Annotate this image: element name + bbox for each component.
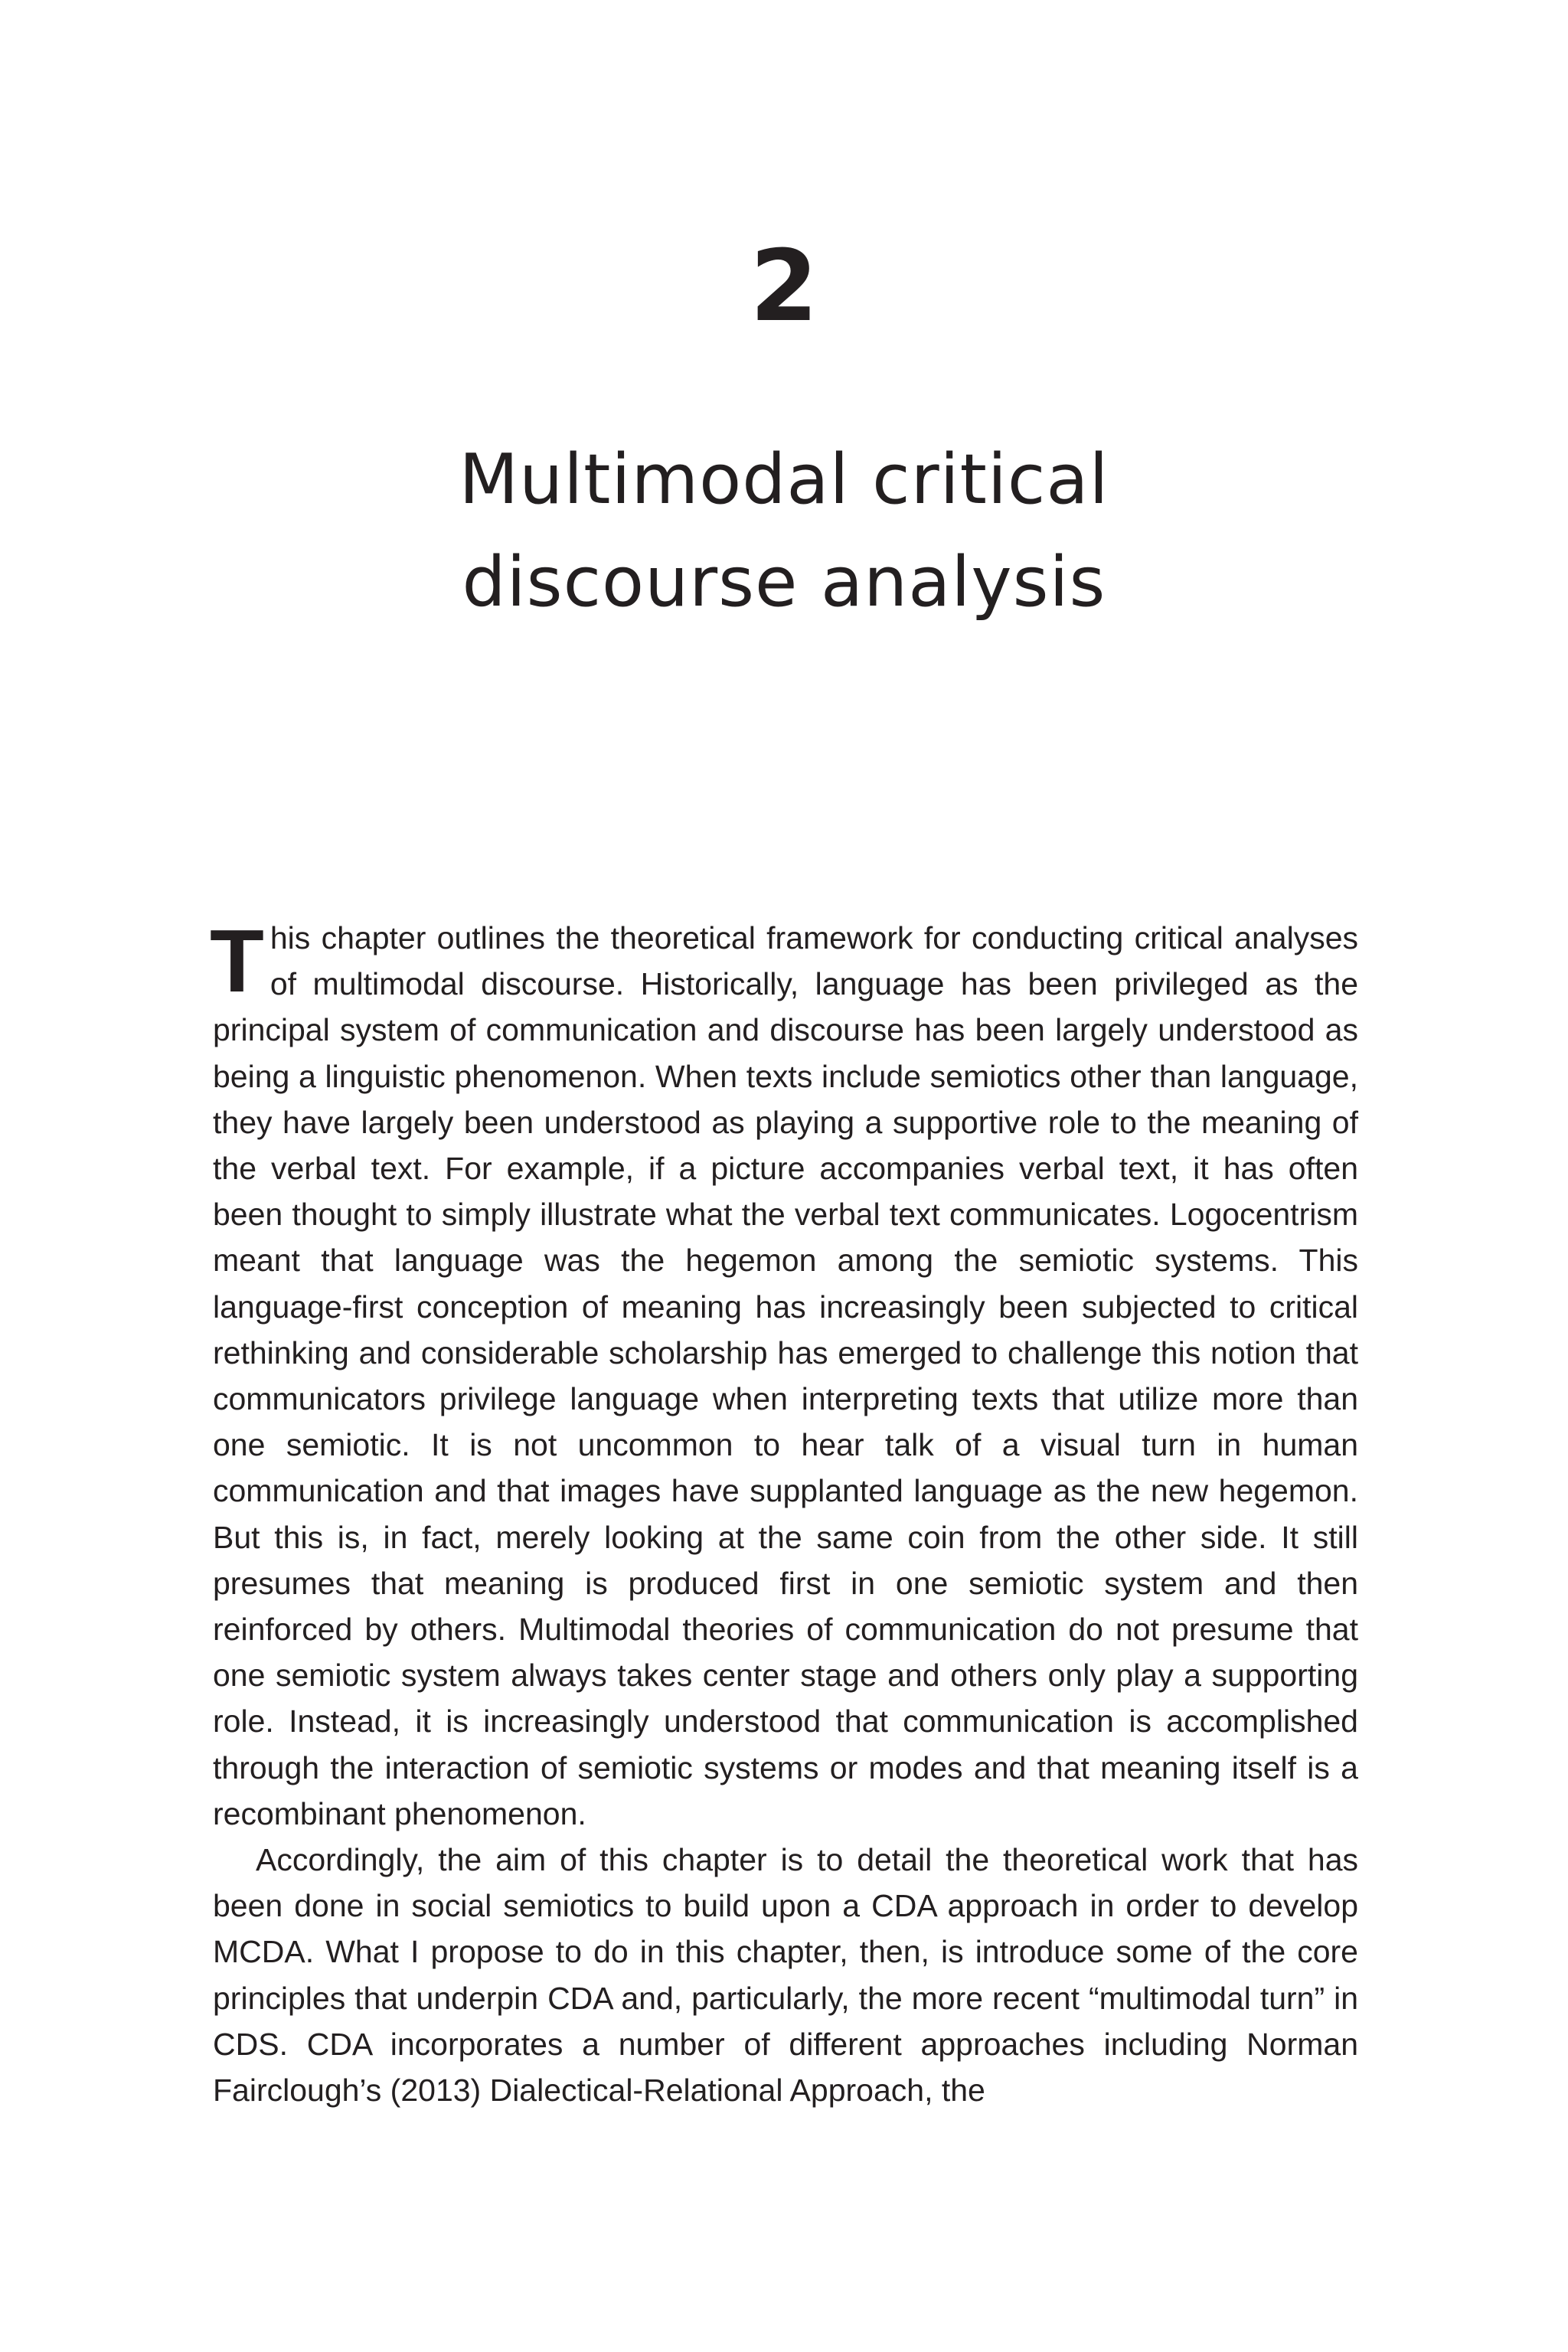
body-text — [210, 911, 1358, 2113]
chapter-title-line-2: discourse analysis — [462, 542, 1106, 622]
paragraph-1-text: his chapter outlines the theoretical framework for conducting critical analyses of multimodal discourse. Historically, language has been privileged as the principal system of communication and discourse has been largely understood as being a linguistic phenomenon. When texts include semiotics other than language, they have largely been understood as playing a supportive role to the meaning of the verbal text. For example, if a picture accompanies verbal text, it has often been thought to simply illustrate what the verbal text communicates. Logocentrism meant that language was the hegemon among the semiotic systems. This language-first conception of meaning has increasingly been subjected to critical rethinking and considerable scholarship has emerged to challenge this notion that communicators privilege language when interpreting texts that utilize more than one semiotic. It is not uncommon to hear talk of a visual turn in human communication and that images have supplanted language as the new hegemon. But this is, in fact, merely looking at the same coin from the other side. It still presumes that meaning is produced first in one semiotic system and then reinforced by others. Multimodal theories of communication do not presume that one semiotic system always takes center stage and others only play a supporting role. Instead, it is increasingly understood that communication is accomplished through the interaction of semiotic systems or modes and that meaning itself is a recombinant phenomenon. — [213, 920, 1358, 1831]
chapter-title-line-1: Multimodal critical — [459, 439, 1109, 520]
chapter-title — [0, 429, 1568, 634]
drop-cap: T — [210, 911, 264, 1011]
paragraph-2: Accordingly, the aim of this chapter is to detail the theoretical work that has been done in social semiotics to build upon a CDA approach in order to develop MCDA. What I propose to do in this chapter, then, is introduce some of the core principles that underpin CDA and, particularly, the more recent “multimodal turn” in CDS. CDA incorporates a number of different approaches including Norman Fairclough’s (2013) Dialectical-Relational Approach, the — [213, 1842, 1358, 2109]
paragraph-1 — [210, 911, 1358, 1837]
chapter-number: 2 — [750, 230, 818, 344]
